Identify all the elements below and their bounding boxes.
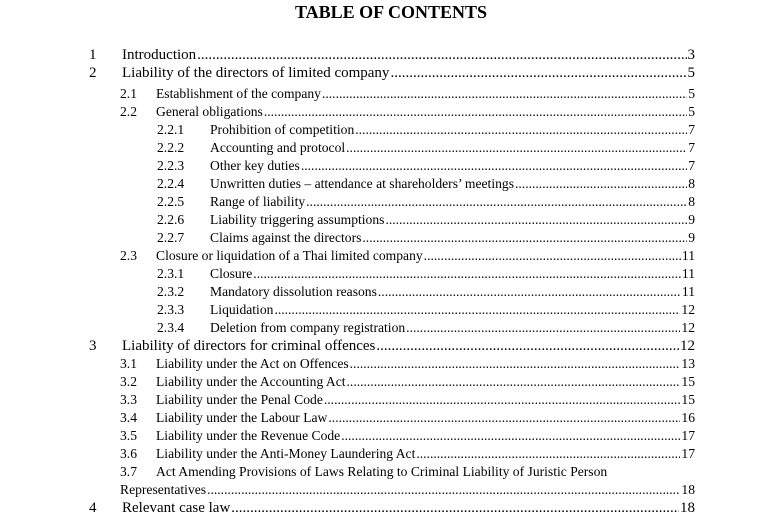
dot-leader xyxy=(378,283,681,301)
toc-entry-number: 2.2.2 xyxy=(157,140,185,155)
toc-entry-page: 15 xyxy=(681,392,695,407)
dot-leader xyxy=(301,157,687,175)
toc-entry-label: Mandatory dissolution reasons xyxy=(210,284,377,299)
toc-entry-label: Liability under the Anti-Money Laundering Act xyxy=(156,446,416,461)
dot-leader xyxy=(416,445,680,463)
toc-entry-page: 5 xyxy=(688,104,695,119)
toc-entry-number: 2.2.5 xyxy=(157,194,185,209)
toc-entry-label: Liability under the Revenue Code xyxy=(156,428,341,443)
dot-leader xyxy=(264,103,687,121)
toc-entry-page: 18 xyxy=(680,500,695,516)
toc-entry-label: Liquidation xyxy=(210,302,274,317)
toc-entry-number: 2.3.4 xyxy=(157,320,185,335)
toc-entry-number: 2.3.1 xyxy=(157,266,185,281)
toc-entry-label: Liability triggering assumptions xyxy=(210,212,385,227)
toc-entry-label: Unwritten duties – attendance at shareholders’ meetings xyxy=(210,176,514,191)
toc-entry-page: 3 xyxy=(687,47,695,63)
toc-entry[interactable] xyxy=(0,121,782,139)
toc-entry-number: 2.2.7 xyxy=(157,230,185,245)
toc-entry-number: 2.3.2 xyxy=(157,284,185,299)
toc-entry-page: 7 xyxy=(688,140,695,155)
toc-entry-label: Relevant case law xyxy=(122,500,231,516)
toc-entry-number: 3.2 xyxy=(120,374,137,389)
toc-entry[interactable] xyxy=(0,283,782,301)
dot-leader xyxy=(322,85,687,103)
dot-leader xyxy=(390,64,686,82)
toc-entry-label: Liability of the directors of limited company xyxy=(122,65,390,81)
toc-entry[interactable] xyxy=(0,373,782,391)
toc-entry-number: 2.2.1 xyxy=(157,122,185,137)
toc-entry-page: 8 xyxy=(688,194,695,209)
toc-entry-page: 7 xyxy=(688,122,695,137)
toc-entry[interactable] xyxy=(0,229,782,247)
dot-leader xyxy=(274,301,680,319)
toc-entry-page: 13 xyxy=(681,356,695,371)
toc-entry-page: 5 xyxy=(687,65,695,81)
toc-title: TABLE OF CONTENTS xyxy=(294,2,488,22)
toc-entry[interactable] xyxy=(0,46,782,64)
toc-entry-number: 3 xyxy=(89,338,97,354)
toc-entry-page: 5 xyxy=(688,86,695,101)
toc-entry-page: 11 xyxy=(681,248,695,263)
dot-leader xyxy=(515,175,687,193)
toc-entry-number: 2.1 xyxy=(120,86,137,101)
toc-entry-number: 2.2 xyxy=(120,104,137,119)
toc-entry-page: 9 xyxy=(688,230,695,245)
dot-leader xyxy=(385,211,687,229)
toc-entry-number: 2.2.4 xyxy=(157,176,185,191)
toc-entry-page: 18 xyxy=(681,482,695,497)
toc-entry-label: Accounting and protocol xyxy=(210,140,346,155)
dot-leader xyxy=(347,373,681,391)
toc-entry-label: Closure or liquidation of a Thai limited company xyxy=(156,248,423,263)
toc-entry-number: 2.3.3 xyxy=(157,302,185,317)
dot-leader xyxy=(306,193,687,211)
toc-entry-label: Range of liability xyxy=(210,194,306,209)
toc-entry-page: 11 xyxy=(681,284,695,299)
toc-entry-label: Liability of directors for criminal offences xyxy=(122,338,376,354)
toc-entry[interactable] xyxy=(0,175,782,193)
dot-leader xyxy=(424,247,681,265)
dot-leader xyxy=(328,409,680,427)
toc-entry[interactable] xyxy=(0,319,782,337)
toc-entry[interactable] xyxy=(0,103,782,121)
toc-entry-label: Liability under the Accounting Act xyxy=(156,374,346,389)
dot-leader xyxy=(346,139,687,157)
toc-entry-number: 2.2.6 xyxy=(157,212,185,227)
dot-leader xyxy=(253,265,681,283)
toc-entry-label: Liability under the Act on Offences xyxy=(156,356,349,371)
toc-entry-label-continued: Representatives xyxy=(120,482,207,497)
toc-entry-label: Liability under the Labour Law xyxy=(156,410,328,425)
dot-leader xyxy=(231,499,679,517)
toc-entry[interactable] xyxy=(0,247,782,265)
toc-entry[interactable] xyxy=(0,355,782,373)
dot-leader xyxy=(197,46,686,64)
toc-entry[interactable] xyxy=(0,337,782,355)
toc-entry-number: 2.2.3 xyxy=(157,158,185,173)
dot-leader xyxy=(355,121,687,139)
toc-entry-page: 12 xyxy=(681,320,695,335)
toc-entry-label: Liability under the Penal Code xyxy=(156,392,323,407)
toc-entry-label: General obligations xyxy=(156,104,263,119)
toc-entry-page: 9 xyxy=(688,212,695,227)
toc-entry[interactable] xyxy=(0,463,782,481)
dot-leader xyxy=(406,319,680,337)
toc-entry-page: 12 xyxy=(681,302,695,317)
toc-entry-number: 2 xyxy=(89,65,97,81)
toc-entry-label: Act Amending Provisions of Laws Relating to Criminal Liability of Juristic Person xyxy=(156,464,608,479)
toc-entry-number: 3.7 xyxy=(120,464,137,479)
toc-entry-number: 3.4 xyxy=(120,410,137,425)
toc-entry[interactable] xyxy=(0,85,782,103)
toc-entry-number: 3.6 xyxy=(120,446,137,461)
toc-entry-number: 3.1 xyxy=(120,356,137,371)
toc-entry-number: 4 xyxy=(89,500,97,516)
toc-entry-page: 16 xyxy=(681,410,695,425)
toc-entry-page: 17 xyxy=(681,446,695,461)
toc-entry-number: 3.5 xyxy=(120,428,137,443)
toc-entry-number: 3.3 xyxy=(120,392,137,407)
dot-leader xyxy=(324,391,681,409)
toc-entry[interactable] xyxy=(0,445,782,463)
toc-entry-page: 15 xyxy=(681,374,695,389)
dot-leader xyxy=(362,229,687,247)
toc-entry-number: 1 xyxy=(89,47,97,63)
toc-entry-page: 8 xyxy=(688,176,695,191)
toc-entry[interactable] xyxy=(0,64,782,82)
dot-leader xyxy=(341,427,680,445)
toc-entry-page: 17 xyxy=(681,428,695,443)
toc-entry[interactable] xyxy=(0,211,782,229)
toc-entry[interactable] xyxy=(0,265,782,283)
toc-entry[interactable] xyxy=(0,499,782,517)
toc-entry-label: Establishment of the company xyxy=(156,86,321,101)
toc-entry-page: 11 xyxy=(681,266,695,281)
toc-entry[interactable] xyxy=(0,427,782,445)
toc-entry-page: 12 xyxy=(680,338,695,354)
toc-entry-label: Claims against the directors xyxy=(210,230,362,245)
toc-entry-label: Other key duties xyxy=(210,158,300,173)
toc-entry-label: Deletion from company registration xyxy=(210,320,406,335)
dot-leader xyxy=(376,337,679,355)
toc-entry[interactable] xyxy=(0,193,782,211)
toc-entry-continuation[interactable] xyxy=(0,481,782,499)
toc-entry[interactable] xyxy=(0,409,782,427)
toc-entry-label: Closure xyxy=(210,266,253,281)
toc-entry[interactable] xyxy=(0,301,782,319)
toc-entry[interactable] xyxy=(0,391,782,409)
toc-entry[interactable] xyxy=(0,157,782,175)
dot-leader xyxy=(350,355,681,373)
toc-entry-label: Introduction xyxy=(122,47,197,63)
dot-leader xyxy=(207,481,680,499)
toc-entry-number: 2.3 xyxy=(120,248,137,263)
toc-entry[interactable] xyxy=(0,139,782,157)
toc-entry-label: Prohibition of competition xyxy=(210,122,355,137)
toc-entry-page: 7 xyxy=(688,158,695,173)
